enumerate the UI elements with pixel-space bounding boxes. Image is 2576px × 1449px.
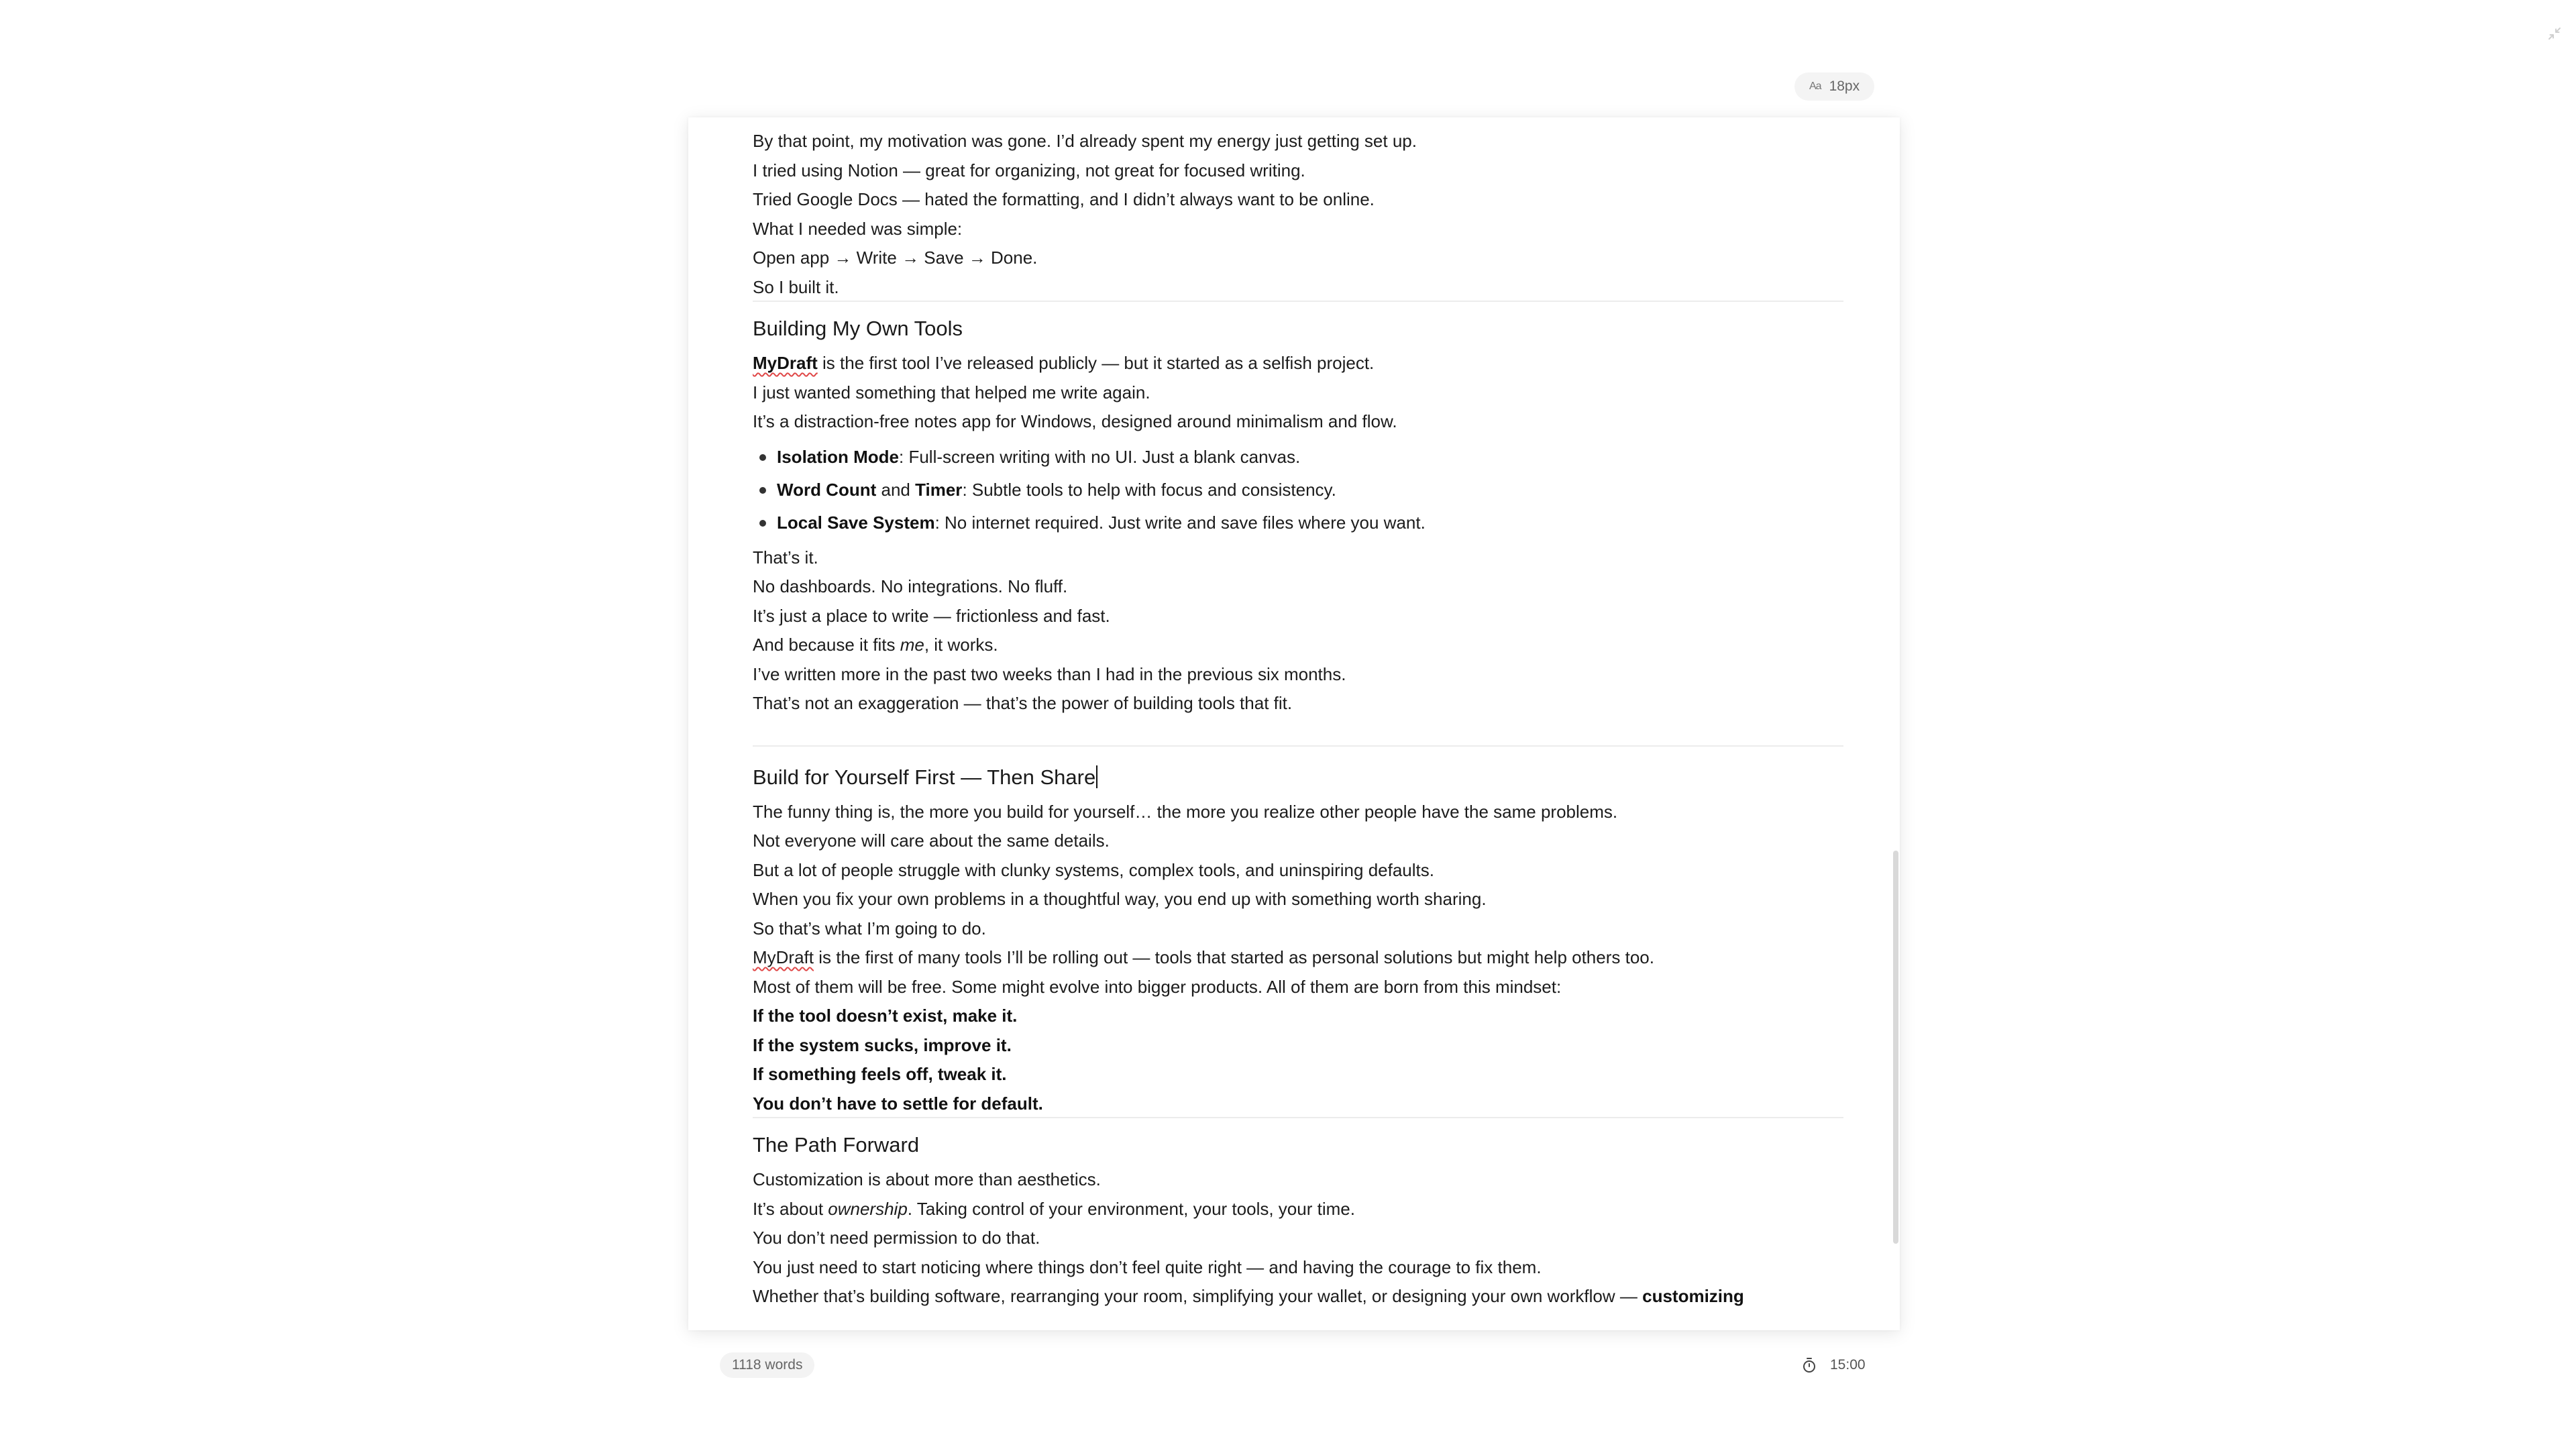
feature-list <box>753 441 1853 539</box>
editor-card <box>688 117 1900 1330</box>
stopwatch-icon <box>1802 1357 1817 1373</box>
section-heading: Build for Yourself First — Then Share <box>753 763 1853 792</box>
paragraph: That’s not an exaggeration — that’s the power of building tools that fit. <box>753 693 1293 713</box>
paragraph: So that’s what I’m going to do. <box>753 918 986 938</box>
collapse-icon <box>2547 26 2562 41</box>
word-count-badge: 1118 words <box>720 1352 814 1378</box>
paragraph: Tried Google Docs — hated the formatting, and I didn’t always want to be online. <box>753 189 1375 209</box>
paragraph: That’s it. <box>753 547 818 568</box>
paragraph: And because it fits me, it works. <box>753 635 998 655</box>
product-name: MyDraft <box>753 947 814 967</box>
paragraph: I just wanted something that helped me write again. <box>753 382 1150 402</box>
product-name: MyDraft <box>753 353 818 373</box>
paragraph: If the system sucks, improve it. <box>753 1034 1012 1055</box>
font-size-icon: Aa <box>1809 80 1821 92</box>
paragraph: Not everyone will care about the same details. <box>753 830 1110 851</box>
paragraph: I’ve written more in the past two weeks than I had in the previous six months. <box>753 663 1346 684</box>
paragraph: If the tool doesn’t exist, make it. <box>753 1006 1018 1026</box>
paragraph: What I needed was simple: <box>753 218 963 239</box>
font-size-control[interactable] <box>1794 72 1874 101</box>
section-heading: The Path Forward <box>753 1133 920 1157</box>
paragraph: But a lot of people struggle with clunky systems, complex tools, and uninspiring defaults. <box>753 859 1434 880</box>
paragraph: Most of them will be free. Some might evolve into bigger products. All of them are born from this mindset: <box>753 976 1562 997</box>
editor-scrollbar[interactable] <box>1893 851 1898 1244</box>
paragraph: MyDraft is the first tool I’ve released publicly — but it started as a selfish project. <box>753 353 1375 373</box>
paragraph: If something feels off, tweak it. <box>753 1064 1007 1084</box>
paragraph: You just need to start noticing where things don’t feel quite right — and having the courage to fix them. <box>753 1256 1542 1277</box>
list-item: Word Count and Timer: Subtle tools to help with focus and consistency. <box>753 474 1853 506</box>
paragraph: It’s about ownership. Taking control of your environment, your tools, your time. <box>753 1198 1355 1219</box>
list-item: Local Save System: No internet required. Just write and save files where you want. <box>753 506 1853 539</box>
paragraph: The funny thing is, the more you build for yourself… the more you realize other people have the same problems. <box>753 801 1618 822</box>
font-size-value: 18px <box>1829 78 1860 94</box>
paragraph: It’s a distraction-free notes app for Windows, designed around minimalism and flow. <box>753 411 1397 431</box>
paragraph: When you fix your own problems in a thoughtful way, you end up with something worth sharing. <box>753 889 1487 909</box>
exit-fullscreen-button[interactable] <box>2542 21 2567 46</box>
paragraph: You don’t need permission to do that. <box>753 1228 1040 1248</box>
timer-value: 15:00 <box>1830 1357 1866 1373</box>
text-cursor <box>1096 765 1097 788</box>
paragraph: I tried using Notion — great for organizing, not great for focused writing. <box>753 160 1305 180</box>
paragraph: Open app → Write → Save → Done. <box>753 248 1038 268</box>
paragraph: Whether that’s building software, rearranging your room, simplifying your wallet, or designing your own workflow — customizing <box>753 1286 1744 1306</box>
paragraph: So I built it. <box>753 276 839 297</box>
paragraph: MyDraft is the first of many tools I’ll be rolling out — tools that started as personal solutions but might help others too. <box>753 947 1654 967</box>
section-divider <box>753 745 1843 747</box>
paragraph: By that point, my motivation was gone. I’d already spent my energy just getting set up. <box>753 131 1417 151</box>
list-item: Isolation Mode: Full-screen writing with no UI. Just a blank canvas. <box>753 441 1853 474</box>
editor-text-area[interactable] <box>753 127 1853 1311</box>
paragraph: It’s just a place to write — frictionless and fast. <box>753 605 1110 626</box>
section-divider <box>753 301 1843 302</box>
paragraph: You don’t have to settle for default. <box>753 1093 1043 1114</box>
section-heading: Building My Own Tools <box>753 317 963 340</box>
paragraph: No dashboards. No integrations. No fluff. <box>753 576 1068 596</box>
focus-timer[interactable] <box>1791 1352 1876 1378</box>
paragraph: Customization is about more than aesthetics. <box>753 1169 1101 1189</box>
